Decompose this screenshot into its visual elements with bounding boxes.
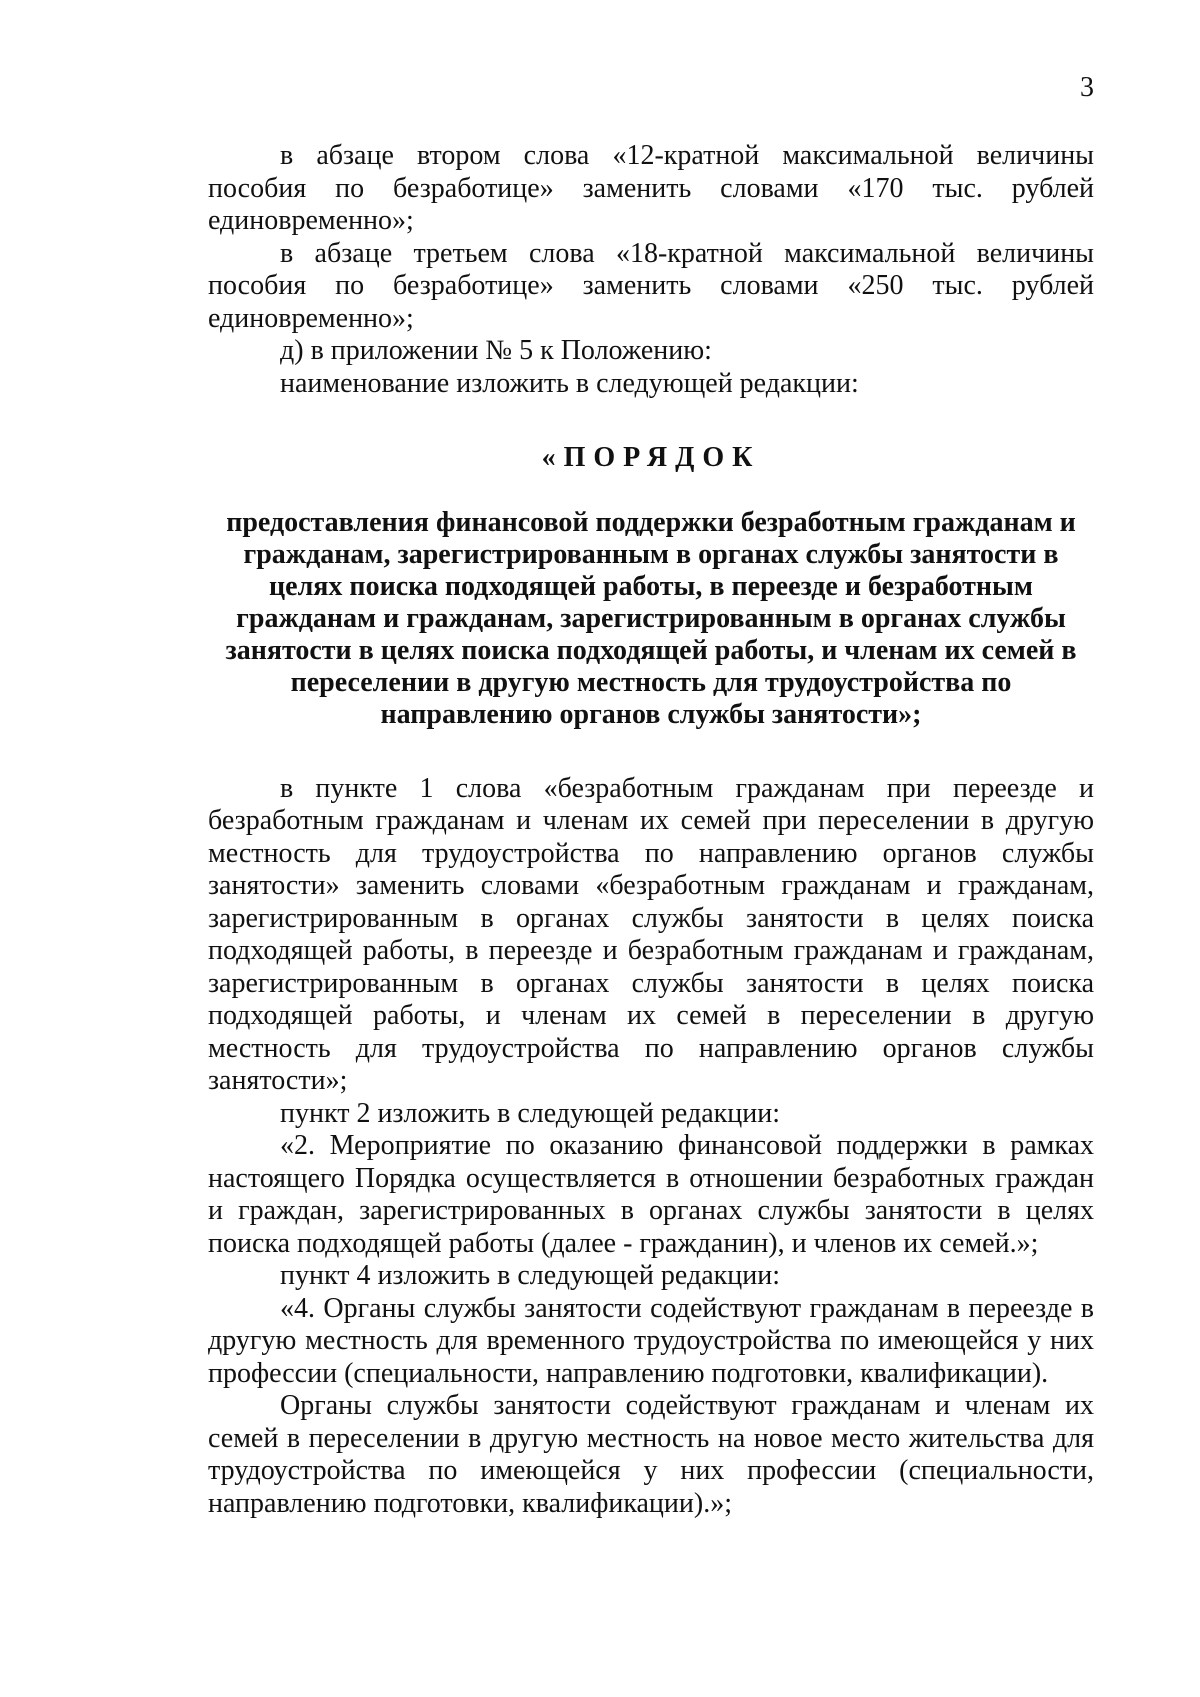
paragraph-2: в абзаце третьем слова «18-кратной максимальной величины пособия по безработице» заменить словами «250 тыс. рублей единовременно»; <box>208 237 1094 334</box>
section-subtitle: предоставления финансовой поддержки безработным гражданам и гражданам, зарегистрированным в органах службы занятости в целях поиска подходящей работы, в переезде и безработным гражданам и гражданам, зарегистрированным в органах службы занятости в целях поиска подходящей работы, и членам их семей в переселении в другую местность для трудоустройства по направлению органов службы занятости»; <box>225 506 1077 730</box>
paragraph-10: Органы службы занятости содействуют гражданам и членам их семей в переселении в другую местность на новое место жительства для трудоустройства по имеющейся у них профессии (специальности, направлению подготовки, квалификации).»; <box>208 1390 1094 1519</box>
section-title: «ПОРЯДОК <box>541 442 761 473</box>
paragraph-9: «4. Органы службы занятости содействуют гражданам в переезде в другую местность для временного трудоустройства по имеющейся у них профессии (специальности, направлению подготовки, квалификации). <box>208 1292 1094 1389</box>
paragraph-6: пункт 2 изложить в следующей редакции: <box>280 1097 780 1129</box>
page-number: 3 <box>1080 72 1094 103</box>
paragraph-7: «2. Мероприятие по оказанию финансовой поддержки в рамках настоящего Порядка осуществляется в отношении безработных граждан и граждан, зарегистрированных в органах службы занятости в целях поиска подходящей работы (далее - гражданин), и членов их семей.»; <box>208 1130 1094 1259</box>
paragraph-4: наименование изложить в следующей редакции: <box>280 367 859 399</box>
document-body <box>208 140 1094 1520</box>
paragraph-5: в пункте 1 слова «безработным гражданам при переезде и безработным гражданам и членам их семей при переселении в другую местность для трудоустройства по направлению органов службы занятости» заменить словами «безработным гражданам и гражданам, зарегистрированным в органах службы занятости в целях поиска подходящей работы, в переезде и безработным гражданам и гражданам, зарегистрированным в органах службы занятости в целях поиска подходящей работы, и членам их семей в переселении в другую местность для трудоустройства по направлению органов службы занятости»; <box>208 772 1094 1096</box>
amendments-section <box>208 773 1094 1521</box>
paragraph-8: пункт 4 изложить в следующей редакции: <box>280 1260 780 1291</box>
paragraph-3: д) в приложении № 5 к Положению: <box>280 335 712 366</box>
section-title-block <box>208 442 1094 731</box>
paragraph-1: в абзаце втором слова «12-кратной максимальной величины пособия по безработице» заменить словами «170 тыс. рублей единовременно»; <box>208 140 1094 236</box>
